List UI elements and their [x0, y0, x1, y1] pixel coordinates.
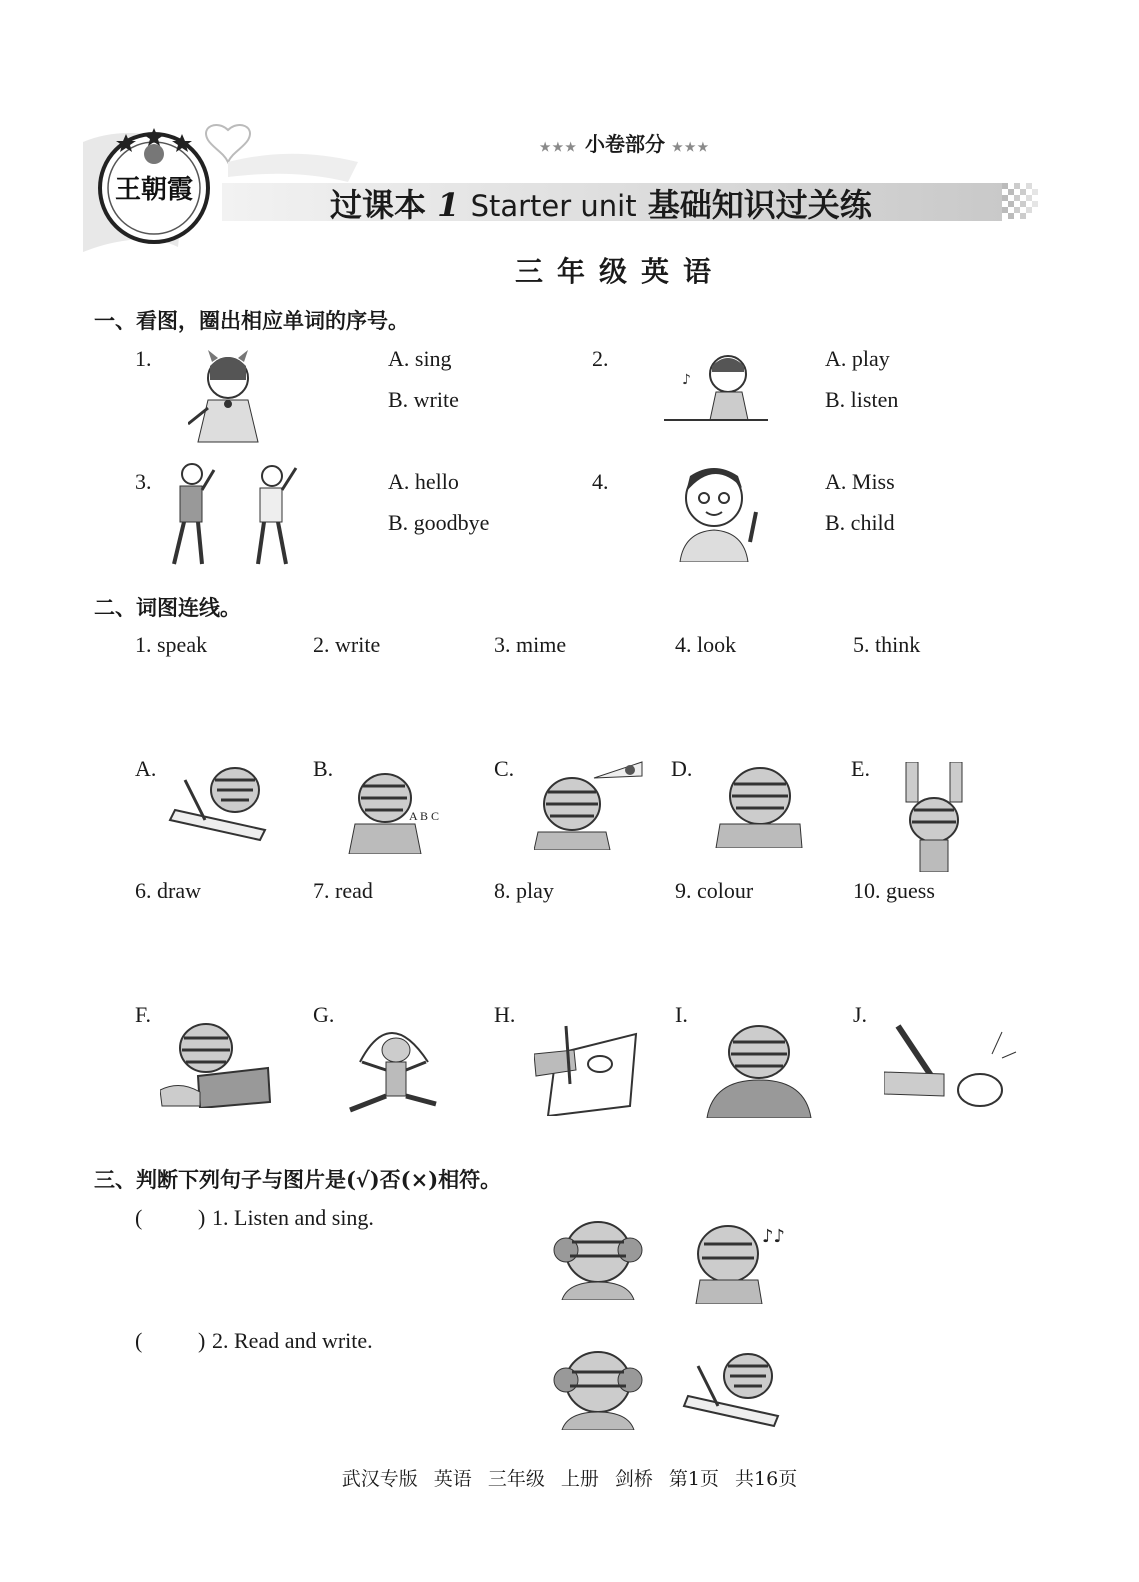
publisher-logo — [96, 128, 212, 244]
match-letter: B. — [313, 756, 334, 781]
question-number: 3. — [135, 469, 152, 494]
match-letter: D. — [671, 756, 693, 781]
section3-heading: 三、判断下列句子与图片是(√)否(×)相符。 — [94, 1167, 502, 1192]
tiger-speaking-icon — [345, 768, 443, 854]
match-word: 6. draw — [135, 878, 201, 903]
option-a: A. Miss — [825, 469, 895, 494]
tiger-skipping-icon — [340, 1014, 446, 1126]
girl-singing-icon — [188, 350, 268, 446]
match-word: 10. guess — [853, 878, 935, 903]
option-b: B. write — [388, 387, 459, 412]
match-letter: G. — [313, 1002, 335, 1027]
tiger-with-headphones-icon — [548, 1212, 648, 1300]
match-word: 9. colour — [675, 878, 754, 903]
boy-pointing-icon — [672, 458, 764, 562]
match-word: 1. speak — [135, 632, 208, 657]
svg-text:♪♪: ♪♪ — [762, 1226, 785, 1247]
match-word: 5. think — [853, 632, 921, 657]
match-word: 4. look — [675, 632, 737, 657]
tiger-looking-icon — [534, 758, 646, 850]
tiger-colouring-icon — [884, 1022, 1018, 1120]
match-letter: H. — [494, 1002, 516, 1027]
answer-blank-open[interactable]: ( — [135, 1205, 143, 1230]
answer-blank-close: ) — [198, 1205, 206, 1230]
option-b: B. listen — [825, 387, 899, 412]
section2-heading: 二、词图连线。 — [94, 595, 241, 620]
option-a: A. play — [825, 346, 890, 371]
answer-blank-close: ) — [198, 1328, 206, 1353]
svg-text:♪: ♪ — [682, 372, 691, 388]
judge-sentence: 1. Listen and sing. — [212, 1205, 374, 1230]
match-letter: E. — [851, 756, 870, 781]
tiger-guessing-icon — [703, 1020, 815, 1118]
match-letter: F. — [135, 1002, 151, 1027]
tiger-thinking-icon — [714, 762, 804, 848]
question-number: 2. — [592, 346, 609, 371]
tiger-singing-icon — [682, 1214, 798, 1304]
boys-waving-icon — [162, 460, 302, 568]
section-subtitle: ★★★ 小卷部分 ★★★ — [539, 132, 711, 156]
tiger-with-headphones-icon — [548, 1342, 648, 1430]
page-title: 过课本 1 Starter unit 基础知识过关练 — [330, 186, 872, 224]
checker-decoration — [1002, 183, 1038, 221]
match-word: 8. play — [494, 878, 554, 903]
option-b: B. goodbye — [388, 510, 490, 535]
section1-heading: 一、看图，圈出相应单词的序号。 — [94, 308, 409, 333]
answer-blank-open[interactable]: ( — [135, 1328, 143, 1353]
option-a: A. hello — [388, 469, 459, 494]
tiger-reading-icon — [160, 1016, 272, 1108]
grade-subject-heading: 三年级英语 — [514, 255, 725, 288]
tiger-writing-icon — [165, 760, 280, 842]
svg-text:王朝霞: 王朝霞 — [114, 175, 194, 205]
match-letter: A. — [135, 756, 157, 781]
tiger-writing-icon — [682, 1346, 792, 1428]
question-number: 4. — [592, 469, 609, 494]
match-letter: J. — [853, 1002, 868, 1027]
judge-sentence: 2. Read and write. — [212, 1328, 373, 1353]
option-a: A. sing — [388, 346, 452, 371]
match-letter: C. — [494, 756, 515, 781]
page-footer: 武汉专版 英语 三年级 上册 剑桥 第1页 共16页 — [341, 1468, 798, 1490]
svg-text:A B C: A B C — [409, 809, 440, 823]
match-letter: I. — [675, 1002, 688, 1027]
girl-listening-icon — [664, 346, 768, 424]
option-b: B. child — [825, 510, 895, 535]
match-word: 2. write — [313, 632, 381, 657]
question-number: 1. — [135, 346, 152, 371]
tiger-drawing-icon — [534, 1024, 638, 1116]
tiger-miming-icon — [894, 762, 976, 872]
match-word: 7. read — [313, 878, 373, 903]
match-word: 3. mime — [494, 632, 567, 657]
